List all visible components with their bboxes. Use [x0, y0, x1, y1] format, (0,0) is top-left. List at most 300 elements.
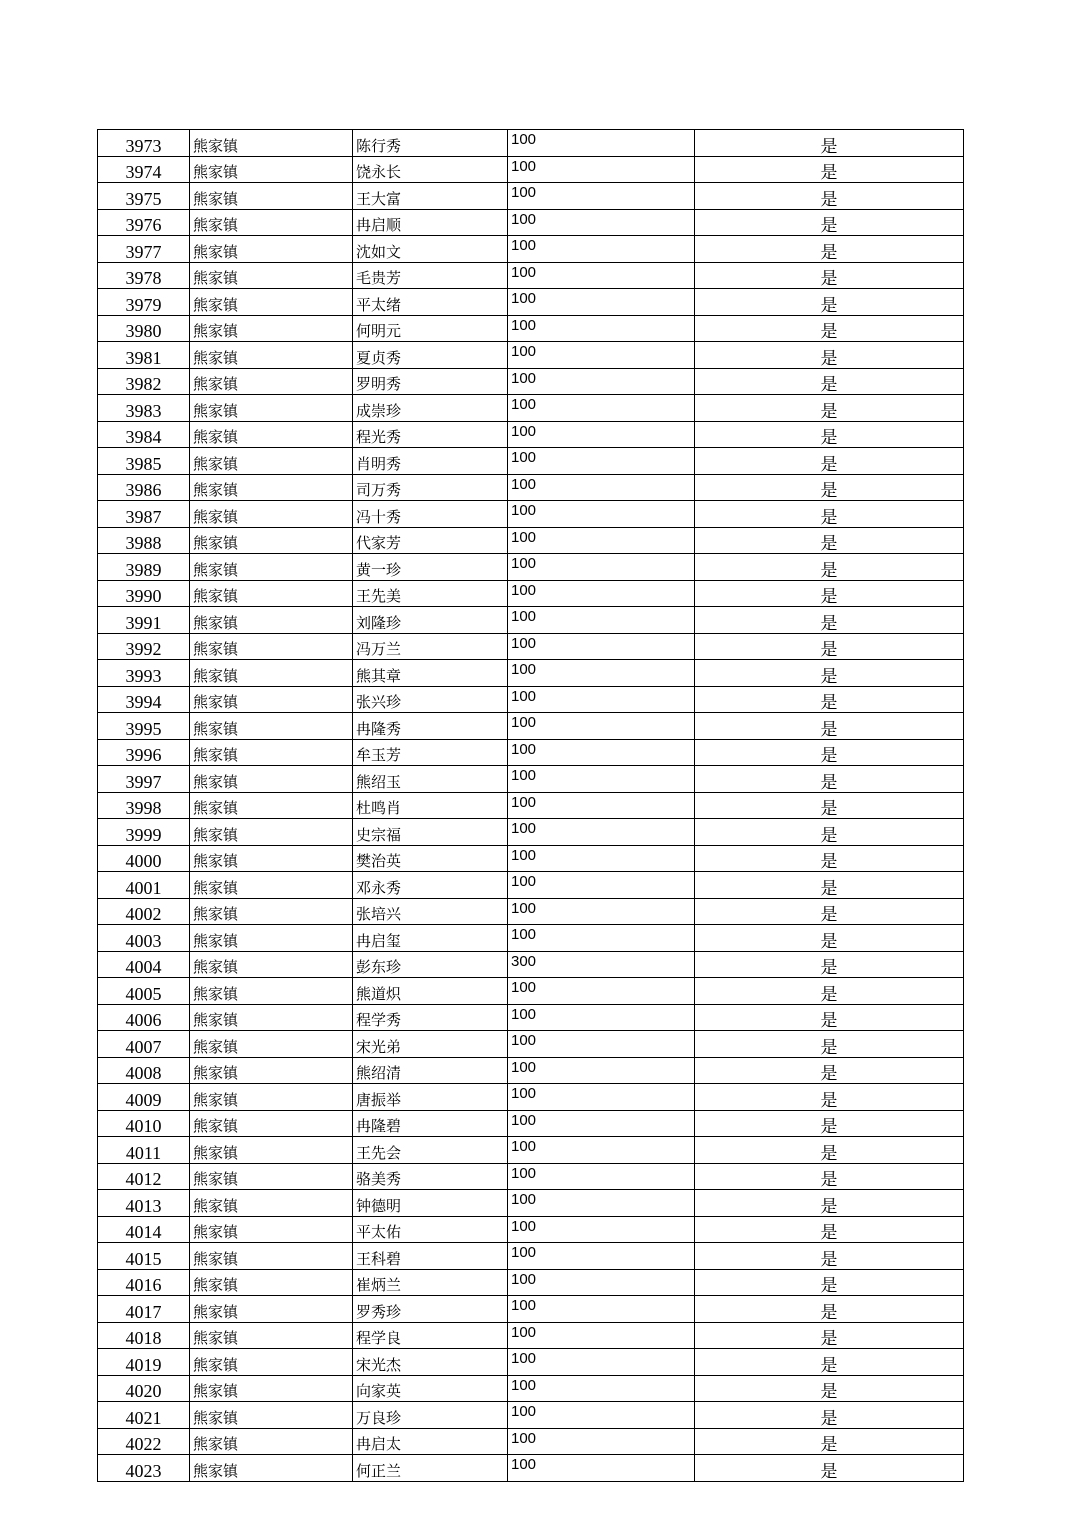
name-cell: 冉隆秀	[353, 713, 508, 740]
flag-cell: 是	[695, 421, 964, 448]
flag-cell: 是	[695, 1402, 964, 1429]
flag-cell: 是	[695, 368, 964, 395]
name-cell: 宋光弟	[353, 1031, 508, 1058]
flag-cell: 是	[695, 1455, 964, 1482]
table-row	[98, 580, 964, 607]
name-cell: 杜鸣肖	[353, 792, 508, 819]
table-row	[98, 1084, 964, 1111]
row-number-cell: 4014	[98, 1216, 190, 1243]
name-cell: 平太佑	[353, 1216, 508, 1243]
amount-cell: 100	[508, 289, 695, 316]
amount-cell: 100	[508, 739, 695, 766]
table-row	[98, 1296, 964, 1323]
flag-cell: 是	[695, 1428, 964, 1455]
row-number-cell: 4006	[98, 1004, 190, 1031]
name-cell: 彭东珍	[353, 951, 508, 978]
row-number-cell: 3983	[98, 395, 190, 422]
table-row	[98, 713, 964, 740]
name-cell: 熊道炽	[353, 978, 508, 1005]
table-row	[98, 1402, 964, 1429]
flag-cell: 是	[695, 845, 964, 872]
table-row	[98, 262, 964, 289]
flag-cell: 是	[695, 792, 964, 819]
town-cell: 熊家镇	[190, 686, 353, 713]
name-cell: 熊其章	[353, 660, 508, 687]
town-cell: 熊家镇	[190, 501, 353, 528]
amount-cell: 100	[508, 1004, 695, 1031]
amount-cell: 100	[508, 474, 695, 501]
name-cell: 熊绍玉	[353, 766, 508, 793]
table-row	[98, 1057, 964, 1084]
table-row	[98, 792, 964, 819]
town-cell: 熊家镇	[190, 739, 353, 766]
name-cell: 史宗福	[353, 819, 508, 846]
amount-cell: 100	[508, 156, 695, 183]
table-row	[98, 978, 964, 1005]
flag-cell: 是	[695, 819, 964, 846]
amount-cell: 100	[508, 607, 695, 634]
row-number-cell: 3990	[98, 580, 190, 607]
flag-cell: 是	[695, 739, 964, 766]
amount-cell: 100	[508, 1216, 695, 1243]
name-cell: 冯十秀	[353, 501, 508, 528]
town-cell: 熊家镇	[190, 1455, 353, 1482]
row-number-cell: 4010	[98, 1110, 190, 1137]
amount-cell: 100	[508, 898, 695, 925]
row-number-cell: 4000	[98, 845, 190, 872]
flag-cell: 是	[695, 713, 964, 740]
flag-cell: 是	[695, 951, 964, 978]
row-number-cell: 4002	[98, 898, 190, 925]
table-row	[98, 1375, 964, 1402]
row-number-cell: 3992	[98, 633, 190, 660]
flag-cell: 是	[695, 448, 964, 475]
name-cell: 罗明秀	[353, 368, 508, 395]
table-row	[98, 686, 964, 713]
table-row	[98, 1428, 964, 1455]
row-number-cell: 4004	[98, 951, 190, 978]
name-cell: 钟德明	[353, 1190, 508, 1217]
name-cell: 刘隆珍	[353, 607, 508, 634]
row-number-cell: 3981	[98, 342, 190, 369]
table-row	[98, 1031, 964, 1058]
table-row	[98, 130, 964, 157]
amount-cell: 100	[508, 1031, 695, 1058]
table-row	[98, 1455, 964, 1482]
town-cell: 熊家镇	[190, 315, 353, 342]
table-row	[98, 607, 964, 634]
amount-cell: 100	[508, 183, 695, 210]
flag-cell: 是	[695, 236, 964, 263]
name-cell: 夏贞秀	[353, 342, 508, 369]
row-number-cell: 3986	[98, 474, 190, 501]
town-cell: 熊家镇	[190, 1402, 353, 1429]
flag-cell: 是	[695, 554, 964, 581]
name-cell: 万良珍	[353, 1402, 508, 1429]
name-cell: 冉启太	[353, 1428, 508, 1455]
flag-cell: 是	[695, 1004, 964, 1031]
name-cell: 何正兰	[353, 1455, 508, 1482]
amount-cell: 100	[508, 845, 695, 872]
table-row	[98, 368, 964, 395]
flag-cell: 是	[695, 686, 964, 713]
flag-cell: 是	[695, 1137, 964, 1164]
flag-cell: 是	[695, 395, 964, 422]
row-number-cell: 3997	[98, 766, 190, 793]
name-cell: 代家芳	[353, 527, 508, 554]
table-row	[98, 289, 964, 316]
town-cell: 熊家镇	[190, 209, 353, 236]
row-number-cell: 4019	[98, 1349, 190, 1376]
town-cell: 熊家镇	[190, 527, 353, 554]
table-row	[98, 1163, 964, 1190]
town-cell: 熊家镇	[190, 607, 353, 634]
table-row	[98, 1349, 964, 1376]
table-row	[98, 819, 964, 846]
name-cell: 王科碧	[353, 1243, 508, 1270]
town-cell: 熊家镇	[190, 1137, 353, 1164]
amount-cell: 100	[508, 236, 695, 263]
amount-cell: 100	[508, 925, 695, 952]
row-number-cell: 4011	[98, 1137, 190, 1164]
amount-cell: 100	[508, 1296, 695, 1323]
town-cell: 熊家镇	[190, 262, 353, 289]
flag-cell: 是	[695, 1349, 964, 1376]
amount-cell: 100	[508, 1428, 695, 1455]
town-cell: 熊家镇	[190, 448, 353, 475]
amount-cell: 100	[508, 1137, 695, 1164]
name-cell: 沈如文	[353, 236, 508, 263]
town-cell: 熊家镇	[190, 1110, 353, 1137]
row-number-cell: 3976	[98, 209, 190, 236]
amount-cell: 100	[508, 368, 695, 395]
row-number-cell: 3995	[98, 713, 190, 740]
row-number-cell: 3987	[98, 501, 190, 528]
flag-cell: 是	[695, 342, 964, 369]
name-cell: 宋光杰	[353, 1349, 508, 1376]
table-row	[98, 660, 964, 687]
table-row	[98, 315, 964, 342]
town-cell: 熊家镇	[190, 1190, 353, 1217]
flag-cell: 是	[695, 633, 964, 660]
flag-cell: 是	[695, 527, 964, 554]
town-cell: 熊家镇	[190, 1322, 353, 1349]
name-cell: 张兴珍	[353, 686, 508, 713]
amount-cell: 100	[508, 713, 695, 740]
row-number-cell: 4022	[98, 1428, 190, 1455]
flag-cell: 是	[695, 315, 964, 342]
flag-cell: 是	[695, 1110, 964, 1137]
table-row	[98, 1216, 964, 1243]
town-cell: 熊家镇	[190, 792, 353, 819]
flag-cell: 是	[695, 925, 964, 952]
town-cell: 熊家镇	[190, 395, 353, 422]
row-number-cell: 3996	[98, 739, 190, 766]
row-number-cell: 4009	[98, 1084, 190, 1111]
amount-cell: 100	[508, 819, 695, 846]
name-cell: 王先会	[353, 1137, 508, 1164]
table-row	[98, 1137, 964, 1164]
row-number-cell: 3975	[98, 183, 190, 210]
row-number-cell: 3978	[98, 262, 190, 289]
row-number-cell: 4018	[98, 1322, 190, 1349]
table-row	[98, 925, 964, 952]
amount-cell: 100	[508, 130, 695, 157]
table-row	[98, 448, 964, 475]
row-number-cell: 3982	[98, 368, 190, 395]
flag-cell: 是	[695, 1269, 964, 1296]
table-row	[98, 872, 964, 899]
name-cell: 王先美	[353, 580, 508, 607]
name-cell: 陈行秀	[353, 130, 508, 157]
amount-cell: 100	[508, 1110, 695, 1137]
table-row	[98, 527, 964, 554]
amount-cell: 100	[508, 1163, 695, 1190]
town-cell: 熊家镇	[190, 766, 353, 793]
row-number-cell: 4017	[98, 1296, 190, 1323]
town-cell: 熊家镇	[190, 1296, 353, 1323]
amount-cell: 100	[508, 1375, 695, 1402]
flag-cell: 是	[695, 501, 964, 528]
amount-cell: 100	[508, 448, 695, 475]
town-cell: 熊家镇	[190, 1269, 353, 1296]
table-row	[98, 1004, 964, 1031]
amount-cell: 100	[508, 1243, 695, 1270]
table-row	[98, 501, 964, 528]
amount-cell: 100	[508, 554, 695, 581]
table-row	[98, 845, 964, 872]
town-cell: 熊家镇	[190, 183, 353, 210]
flag-cell: 是	[695, 1216, 964, 1243]
row-number-cell: 3999	[98, 819, 190, 846]
flag-cell: 是	[695, 1084, 964, 1111]
row-number-cell: 3979	[98, 289, 190, 316]
table-row	[98, 951, 964, 978]
table-row	[98, 554, 964, 581]
town-cell: 熊家镇	[190, 289, 353, 316]
row-number-cell: 3980	[98, 315, 190, 342]
table-row	[98, 766, 964, 793]
name-cell: 程学良	[353, 1322, 508, 1349]
amount-cell: 100	[508, 872, 695, 899]
row-number-cell: 3977	[98, 236, 190, 263]
row-number-cell: 4007	[98, 1031, 190, 1058]
table-row	[98, 739, 964, 766]
amount-cell: 100	[508, 792, 695, 819]
row-number-cell: 3993	[98, 660, 190, 687]
town-cell: 熊家镇	[190, 554, 353, 581]
flag-cell: 是	[695, 872, 964, 899]
name-cell: 骆美秀	[353, 1163, 508, 1190]
table-row	[98, 1243, 964, 1270]
name-cell: 熊绍清	[353, 1057, 508, 1084]
name-cell: 平太绪	[353, 289, 508, 316]
row-number-cell: 4013	[98, 1190, 190, 1217]
table-row	[98, 342, 964, 369]
flag-cell: 是	[695, 580, 964, 607]
town-cell: 熊家镇	[190, 1163, 353, 1190]
table-row	[98, 209, 964, 236]
name-cell: 冯万兰	[353, 633, 508, 660]
data-table	[97, 129, 964, 1482]
amount-cell: 100	[508, 315, 695, 342]
flag-cell: 是	[695, 1190, 964, 1217]
name-cell: 黄一珍	[353, 554, 508, 581]
row-number-cell: 4021	[98, 1402, 190, 1429]
town-cell: 熊家镇	[190, 1216, 353, 1243]
town-cell: 熊家镇	[190, 1349, 353, 1376]
table-row	[98, 1190, 964, 1217]
amount-cell: 100	[508, 501, 695, 528]
town-cell: 熊家镇	[190, 342, 353, 369]
amount-cell: 100	[508, 527, 695, 554]
name-cell: 司万秀	[353, 474, 508, 501]
table-row	[98, 1110, 964, 1137]
table-row	[98, 898, 964, 925]
name-cell: 饶永长	[353, 156, 508, 183]
amount-cell: 100	[508, 342, 695, 369]
name-cell: 向家英	[353, 1375, 508, 1402]
flag-cell: 是	[695, 1243, 964, 1270]
flag-cell: 是	[695, 209, 964, 236]
name-cell: 成崇珍	[353, 395, 508, 422]
flag-cell: 是	[695, 1322, 964, 1349]
name-cell: 王大富	[353, 183, 508, 210]
name-cell: 崔炳兰	[353, 1269, 508, 1296]
amount-cell: 100	[508, 1190, 695, 1217]
town-cell: 熊家镇	[190, 421, 353, 448]
town-cell: 熊家镇	[190, 236, 353, 263]
town-cell: 熊家镇	[190, 1004, 353, 1031]
town-cell: 熊家镇	[190, 845, 353, 872]
name-cell: 何明元	[353, 315, 508, 342]
row-number-cell: 4023	[98, 1455, 190, 1482]
amount-cell: 100	[508, 1349, 695, 1376]
row-number-cell: 4020	[98, 1375, 190, 1402]
flag-cell: 是	[695, 1031, 964, 1058]
name-cell: 冉启玺	[353, 925, 508, 952]
amount-cell: 100	[508, 395, 695, 422]
name-cell: 唐振举	[353, 1084, 508, 1111]
flag-cell: 是	[695, 130, 964, 157]
town-cell: 熊家镇	[190, 156, 353, 183]
name-cell: 牟玉芳	[353, 739, 508, 766]
name-cell: 程学秀	[353, 1004, 508, 1031]
amount-cell: 100	[508, 1084, 695, 1111]
town-cell: 熊家镇	[190, 1031, 353, 1058]
town-cell: 熊家镇	[190, 130, 353, 157]
flag-cell: 是	[695, 766, 964, 793]
name-cell: 毛贵芳	[353, 262, 508, 289]
town-cell: 熊家镇	[190, 978, 353, 1005]
table-row	[98, 236, 964, 263]
flag-cell: 是	[695, 1375, 964, 1402]
row-number-cell: 3985	[98, 448, 190, 475]
row-number-cell: 3989	[98, 554, 190, 581]
flag-cell: 是	[695, 607, 964, 634]
town-cell: 熊家镇	[190, 713, 353, 740]
table-row	[98, 156, 964, 183]
table-row	[98, 1269, 964, 1296]
name-cell: 樊治英	[353, 845, 508, 872]
flag-cell: 是	[695, 289, 964, 316]
amount-cell: 100	[508, 633, 695, 660]
name-cell: 冉启顺	[353, 209, 508, 236]
town-cell: 熊家镇	[190, 1057, 353, 1084]
name-cell: 邓永秀	[353, 872, 508, 899]
flag-cell: 是	[695, 660, 964, 687]
town-cell: 熊家镇	[190, 368, 353, 395]
amount-cell: 100	[508, 1402, 695, 1429]
amount-cell: 100	[508, 421, 695, 448]
table-body	[98, 130, 964, 1482]
table-row	[98, 395, 964, 422]
town-cell: 熊家镇	[190, 872, 353, 899]
table-row	[98, 421, 964, 448]
flag-cell: 是	[695, 898, 964, 925]
name-cell: 程光秀	[353, 421, 508, 448]
amount-cell: 300	[508, 951, 695, 978]
flag-cell: 是	[695, 156, 964, 183]
amount-cell: 100	[508, 1455, 695, 1482]
amount-cell: 100	[508, 660, 695, 687]
town-cell: 熊家镇	[190, 1243, 353, 1270]
town-cell: 熊家镇	[190, 951, 353, 978]
name-cell: 冉隆碧	[353, 1110, 508, 1137]
amount-cell: 100	[508, 580, 695, 607]
row-number-cell: 4001	[98, 872, 190, 899]
town-cell: 熊家镇	[190, 898, 353, 925]
row-number-cell: 3974	[98, 156, 190, 183]
amount-cell: 100	[508, 1057, 695, 1084]
flag-cell: 是	[695, 262, 964, 289]
flag-cell: 是	[695, 1057, 964, 1084]
amount-cell: 100	[508, 1322, 695, 1349]
town-cell: 熊家镇	[190, 1084, 353, 1111]
row-number-cell: 4016	[98, 1269, 190, 1296]
town-cell: 熊家镇	[190, 1428, 353, 1455]
flag-cell: 是	[695, 978, 964, 1005]
flag-cell: 是	[695, 183, 964, 210]
table-row	[98, 1322, 964, 1349]
amount-cell: 100	[508, 262, 695, 289]
row-number-cell: 4008	[98, 1057, 190, 1084]
row-number-cell: 4015	[98, 1243, 190, 1270]
row-number-cell: 3998	[98, 792, 190, 819]
flag-cell: 是	[695, 474, 964, 501]
row-number-cell: 3984	[98, 421, 190, 448]
row-number-cell: 4003	[98, 925, 190, 952]
table-row	[98, 183, 964, 210]
town-cell: 熊家镇	[190, 580, 353, 607]
row-number-cell: 3988	[98, 527, 190, 554]
amount-cell: 100	[508, 978, 695, 1005]
name-cell: 张培兴	[353, 898, 508, 925]
flag-cell: 是	[695, 1296, 964, 1323]
row-number-cell: 3991	[98, 607, 190, 634]
town-cell: 熊家镇	[190, 660, 353, 687]
amount-cell: 100	[508, 686, 695, 713]
town-cell: 熊家镇	[190, 1375, 353, 1402]
amount-cell: 100	[508, 766, 695, 793]
row-number-cell: 3973	[98, 130, 190, 157]
row-number-cell: 4012	[98, 1163, 190, 1190]
table-row	[98, 633, 964, 660]
town-cell: 熊家镇	[190, 925, 353, 952]
row-number-cell: 4005	[98, 978, 190, 1005]
town-cell: 熊家镇	[190, 819, 353, 846]
name-cell: 肖明秀	[353, 448, 508, 475]
